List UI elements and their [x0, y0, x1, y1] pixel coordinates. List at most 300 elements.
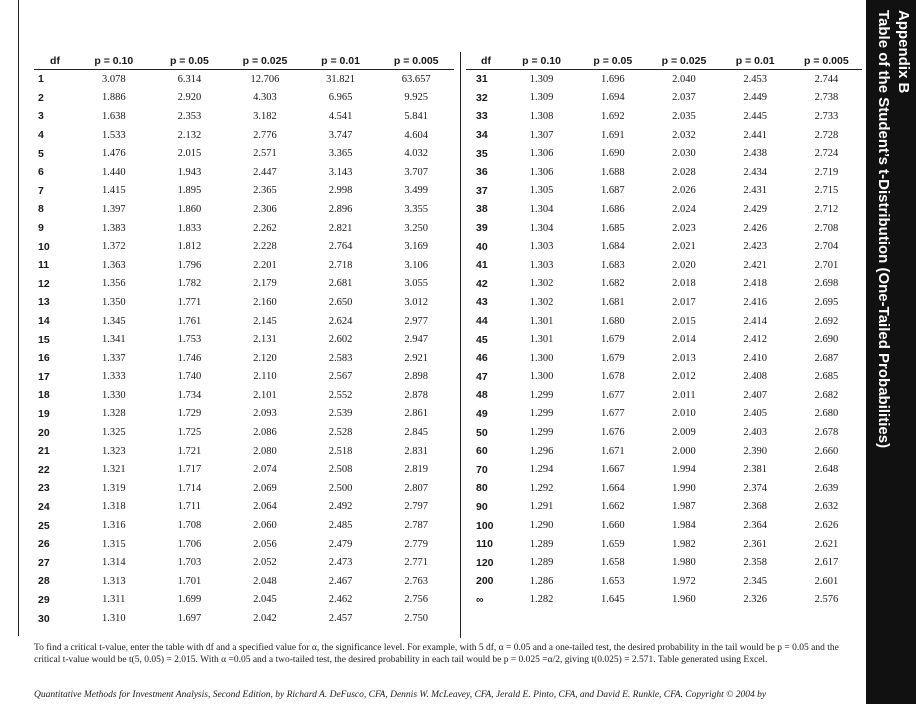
value-cell: 2.845	[404, 427, 428, 439]
value-cell: 1.699	[177, 594, 202, 606]
value-cell: 1.299	[529, 408, 554, 420]
value-cell: 1.671	[600, 445, 625, 457]
header-p-column: p = 0.05	[152, 52, 228, 70]
df-cell: 20	[38, 426, 50, 439]
table-row	[466, 219, 862, 238]
table-row	[34, 219, 454, 238]
value-cell: 1.660	[600, 520, 625, 532]
df-cell: 23	[38, 482, 50, 495]
table-row	[34, 70, 454, 89]
value-cell: 2.447	[253, 166, 277, 178]
table-row	[34, 591, 454, 610]
value-cell: 3.355	[404, 203, 428, 215]
value-cell: 6.314	[177, 73, 202, 85]
df-cell: 90	[476, 500, 488, 513]
sidebar-heading	[869, 10, 913, 448]
df-cell: 48	[476, 389, 488, 402]
value-cell: 4.032	[404, 148, 428, 160]
df-cell: 40	[476, 240, 488, 253]
value-cell: 2.467	[328, 575, 353, 587]
value-cell: 1.683	[600, 259, 625, 271]
value-cell: 3.250	[404, 222, 428, 234]
value-cell: 1.301	[529, 315, 554, 327]
value-cell: 2.132	[177, 129, 202, 141]
value-cell: 2.771	[404, 557, 428, 569]
table-row	[34, 405, 454, 424]
appendix-label: Appendix B	[895, 10, 912, 94]
page-left-rule	[18, 0, 19, 636]
value-cell: 2.685	[814, 371, 839, 383]
df-cell: 21	[38, 445, 50, 458]
table-row	[34, 163, 454, 182]
value-cell: 2.381	[743, 464, 767, 476]
df-cell: 11	[38, 259, 50, 272]
table-row	[466, 572, 862, 591]
value-cell: 5.841	[404, 110, 428, 122]
value-cell: 1.987	[672, 501, 696, 513]
value-cell: 2.403	[743, 427, 767, 439]
value-cell: 1.286	[529, 575, 554, 587]
value-cell: 2.485	[328, 520, 353, 532]
value-cell: 2.763	[404, 575, 428, 587]
value-cell: 3.055	[404, 278, 428, 290]
header-p-column: p = 0.025	[227, 52, 303, 70]
value-cell: 1.383	[101, 222, 126, 234]
header-p-column: p = 0.025	[648, 52, 719, 70]
value-cell: 1.943	[177, 166, 202, 178]
t-table-right	[466, 52, 862, 609]
value-cell: 2.626	[814, 520, 839, 532]
value-cell: 1.679	[600, 334, 625, 346]
value-cell: 1.303	[529, 259, 554, 271]
value-cell: 2.698	[814, 278, 839, 290]
value-cell: 1.753	[177, 334, 202, 346]
value-cell: 2.365	[253, 185, 277, 197]
value-cell: 2.733	[814, 110, 839, 122]
value-cell: 1.318	[101, 501, 126, 513]
value-cell: 1.330	[101, 389, 126, 401]
value-cell: 2.632	[814, 501, 839, 513]
table-row	[466, 256, 862, 275]
value-cell: 6.965	[328, 92, 353, 104]
table-row	[34, 126, 454, 145]
table-row	[466, 386, 862, 405]
value-cell: 1.761	[177, 315, 202, 327]
value-cell: 2.750	[404, 613, 428, 625]
value-cell: 1.304	[529, 222, 554, 234]
table-row	[466, 349, 862, 368]
value-cell: 2.228	[253, 241, 277, 253]
value-cell: 1.314	[101, 557, 126, 569]
value-cell: 1.638	[101, 110, 126, 122]
value-cell: 1.833	[177, 222, 202, 234]
value-cell: 2.080	[253, 445, 277, 457]
value-cell: 2.787	[404, 520, 428, 532]
value-cell: 1.397	[101, 203, 126, 215]
value-cell: 2.624	[328, 315, 353, 327]
table-row	[34, 256, 454, 275]
value-cell: 2.528	[328, 427, 353, 439]
source-credit: Quantitative Methods for Investment Analysis, Second Edition, by Richard A. DeFusco, CFA, Dennis W. McLeavey, CFA, Jerald E. Pinto, CFA, and David E. Runkle, CFA. Copyright © 2004 by	[34, 690, 767, 700]
value-cell: 2.060	[253, 520, 277, 532]
value-cell: 2.779	[404, 538, 428, 550]
value-cell: 2.508	[328, 464, 353, 476]
value-cell: 1.325	[101, 427, 126, 439]
value-cell: 2.032	[672, 129, 696, 141]
table-row	[34, 312, 454, 331]
value-cell: 1.323	[101, 445, 126, 457]
value-cell: 2.690	[814, 334, 839, 346]
table-row	[34, 423, 454, 442]
header-p-column: p = 0.005	[791, 52, 862, 70]
value-cell: 1.306	[529, 148, 554, 160]
df-cell: 70	[476, 463, 488, 476]
df-cell: 30	[38, 612, 50, 625]
value-cell: 63.657	[401, 73, 431, 85]
df-cell: 50	[476, 426, 488, 439]
value-cell: 1.708	[177, 520, 202, 532]
value-cell: 1.309	[529, 73, 554, 85]
table-row	[34, 293, 454, 312]
value-cell: 1.337	[101, 352, 126, 364]
table-row	[34, 442, 454, 461]
value-cell: 2.018	[672, 278, 696, 290]
value-cell: 2.449	[743, 92, 767, 104]
value-cell: 2.567	[328, 371, 353, 383]
value-cell: 1.703	[177, 557, 202, 569]
value-cell: 1.706	[177, 538, 202, 550]
value-cell: 2.120	[253, 352, 277, 364]
table-row	[466, 163, 862, 182]
value-cell: 1.725	[177, 427, 202, 439]
df-cell: ∞	[476, 593, 484, 606]
value-cell: 2.576	[814, 594, 839, 606]
value-cell: 2.418	[743, 278, 767, 290]
value-cell: 1.677	[600, 389, 625, 401]
table-row	[34, 516, 454, 535]
value-cell: 1.341	[101, 334, 126, 346]
table-row	[34, 479, 454, 498]
value-cell: 3.078	[101, 73, 126, 85]
df-cell: 120	[476, 556, 494, 569]
value-cell: 1.306	[529, 166, 554, 178]
value-cell: 2.345	[743, 575, 767, 587]
value-cell: 1.667	[600, 464, 625, 476]
table-row	[466, 107, 862, 126]
value-cell: 1.746	[177, 352, 202, 364]
value-cell: 1.678	[600, 371, 625, 383]
value-cell: 1.653	[600, 575, 625, 587]
value-cell: 2.457	[328, 613, 353, 625]
value-cell: 1.685	[600, 222, 625, 234]
value-cell: 3.747	[328, 129, 353, 141]
df-cell: 200	[476, 575, 494, 588]
value-cell: 1.714	[177, 482, 202, 494]
df-cell: 34	[476, 129, 488, 142]
value-cell: 2.660	[814, 445, 839, 457]
df-cell: 46	[476, 352, 488, 365]
value-cell: 2.074	[253, 464, 277, 476]
value-cell: 31.821	[326, 73, 356, 85]
df-cell: 10	[38, 240, 50, 253]
table-row	[466, 460, 862, 479]
table-footnote: To find a critical t-value, enter the table with df and a specified value for α, the significance level. For example, with 5 df, α = 0.05 and a one-tailed test, the desired probability in the tail would be p = 0.05 and the critical t-value would be t(5, 0.05) = 2.015. With α =0.05 and a two-tailed test, the desired probability in each tail would be p = 0.025 =α/2, giving t(0.025) = 2.571. Table generated using Excel.	[34, 643, 839, 665]
value-cell: 2.687	[814, 352, 839, 364]
value-cell: 2.069	[253, 482, 277, 494]
value-cell: 2.364	[743, 520, 767, 532]
value-cell: 1.687	[600, 185, 625, 197]
value-cell: 1.812	[177, 241, 202, 253]
value-cell: 1.679	[600, 352, 625, 364]
value-cell: 1.333	[101, 371, 126, 383]
df-cell: 3	[38, 110, 44, 123]
value-cell: 2.715	[814, 185, 839, 197]
df-cell: 22	[38, 463, 50, 476]
value-cell: 1.292	[529, 482, 554, 494]
df-cell: 26	[38, 538, 50, 551]
value-cell: 1.677	[600, 408, 625, 420]
table-row	[466, 126, 862, 145]
table-row	[34, 182, 454, 201]
value-cell: 2.093	[253, 408, 277, 420]
value-cell: 1.328	[101, 408, 126, 420]
value-cell: 1.960	[672, 594, 696, 606]
value-cell: 2.035	[672, 110, 696, 122]
value-cell: 1.771	[177, 296, 202, 308]
value-cell: 1.994	[672, 464, 696, 476]
value-cell: 1.664	[600, 482, 625, 494]
value-cell: 2.947	[404, 334, 428, 346]
value-cell: 2.390	[743, 445, 767, 457]
table-row	[34, 330, 454, 349]
value-cell: 1.782	[177, 278, 202, 290]
value-cell: 2.014	[672, 334, 696, 346]
value-cell: 2.921	[404, 352, 428, 364]
value-cell: 2.042	[253, 613, 277, 625]
df-cell: 5	[38, 147, 44, 160]
value-cell: 1.313	[101, 575, 126, 587]
value-cell: 2.086	[253, 427, 277, 439]
value-cell: 1.682	[600, 278, 625, 290]
df-cell: 6	[38, 166, 44, 179]
value-cell: 2.738	[814, 92, 839, 104]
value-cell: 2.056	[253, 538, 277, 550]
df-cell: 36	[476, 166, 488, 179]
table-row	[466, 405, 862, 424]
value-cell: 1.290	[529, 520, 554, 532]
value-cell: 2.678	[814, 427, 839, 439]
header-p-column: p = 0.10	[506, 52, 577, 70]
df-cell: 110	[476, 538, 493, 551]
value-cell: 2.048	[253, 575, 277, 587]
value-cell: 2.539	[328, 408, 353, 420]
value-cell: 2.680	[814, 408, 839, 420]
df-cell: 60	[476, 445, 488, 458]
value-cell: 3.012	[404, 296, 428, 308]
table-row	[34, 107, 454, 126]
value-cell: 2.681	[328, 278, 353, 290]
table-row	[466, 237, 862, 256]
header-p-column: p = 0.05	[577, 52, 648, 70]
value-cell: 2.024	[672, 203, 696, 215]
df-cell: 32	[476, 91, 488, 104]
value-cell: 2.179	[253, 278, 277, 290]
table-row	[34, 200, 454, 219]
table-row	[466, 553, 862, 572]
value-cell: 1.533	[101, 129, 126, 141]
value-cell: 2.407	[743, 389, 767, 401]
value-cell: 1.980	[672, 557, 696, 569]
value-cell: 1.315	[101, 538, 126, 550]
value-cell: 2.639	[814, 482, 839, 494]
df-cell: 1	[38, 73, 44, 86]
value-cell: 1.711	[177, 501, 202, 513]
value-cell: 2.462	[328, 594, 353, 606]
value-cell: 1.984	[672, 520, 696, 532]
value-cell: 1.982	[672, 538, 696, 550]
df-cell: 8	[38, 203, 44, 216]
value-cell: 2.453	[743, 73, 767, 85]
value-cell: 1.696	[600, 73, 625, 85]
value-cell: 1.697	[177, 613, 202, 625]
header-row	[466, 52, 862, 70]
value-cell: 2.009	[672, 427, 696, 439]
value-cell: 2.878	[404, 389, 428, 401]
value-cell: 2.361	[743, 538, 767, 550]
table-row	[34, 349, 454, 368]
value-cell: 2.831	[404, 445, 428, 457]
df-cell: 24	[38, 500, 50, 513]
df-cell: 42	[476, 277, 488, 290]
df-cell: 43	[476, 296, 488, 309]
value-cell: 1.291	[529, 501, 554, 513]
table-row	[34, 237, 454, 256]
value-cell: 1.476	[101, 148, 126, 160]
table-row	[466, 535, 862, 554]
value-cell: 2.101	[253, 389, 277, 401]
df-cell: 19	[38, 407, 50, 420]
value-cell: 1.321	[101, 464, 126, 476]
value-cell: 2.719	[814, 166, 839, 178]
value-cell: 1.300	[529, 371, 554, 383]
value-cell: 1.308	[529, 110, 554, 122]
value-cell: 1.316	[101, 520, 126, 532]
value-cell: 2.756	[404, 594, 428, 606]
value-cell: 2.306	[253, 203, 277, 215]
df-cell: 18	[38, 389, 50, 402]
value-cell: 2.262	[253, 222, 277, 234]
value-cell: 2.011	[672, 389, 696, 401]
value-cell: 2.423	[743, 241, 767, 253]
value-cell: 2.017	[672, 296, 696, 308]
value-cell: 2.429	[743, 203, 767, 215]
value-cell: 2.410	[743, 352, 767, 364]
value-cell: 1.303	[529, 241, 554, 253]
value-cell: 2.617	[814, 557, 839, 569]
df-cell: 12	[38, 277, 50, 290]
value-cell: 9.925	[404, 92, 428, 104]
table-row	[466, 89, 862, 108]
value-cell: 2.712	[814, 203, 839, 215]
value-cell: 2.920	[177, 92, 202, 104]
appendix-sidebar	[866, 0, 916, 704]
value-cell: 1.691	[600, 129, 625, 141]
value-cell: 4.303	[253, 92, 277, 104]
value-cell: 2.201	[253, 259, 277, 271]
value-cell: 1.688	[600, 166, 625, 178]
df-cell: 17	[38, 370, 50, 383]
value-cell: 2.358	[743, 557, 767, 569]
value-cell: 2.434	[743, 166, 767, 178]
table-row	[466, 275, 862, 294]
value-cell: 2.821	[328, 222, 353, 234]
value-cell: 2.414	[743, 315, 767, 327]
value-cell: 2.040	[672, 73, 696, 85]
value-cell: 2.602	[328, 334, 353, 346]
value-cell: 1.729	[177, 408, 202, 420]
value-cell: 3.365	[328, 148, 353, 160]
df-cell: 37	[476, 184, 488, 197]
value-cell: 1.310	[101, 613, 126, 625]
value-cell: 2.998	[328, 185, 353, 197]
value-cell: 1.307	[529, 129, 554, 141]
df-cell: 14	[38, 315, 50, 328]
header-p-column: p = 0.005	[378, 52, 454, 70]
column-divider	[460, 52, 461, 638]
table-row	[34, 89, 454, 108]
value-cell: 2.000	[672, 445, 696, 457]
value-cell: 2.728	[814, 129, 839, 141]
value-cell: 1.345	[101, 315, 126, 327]
value-cell: 3.143	[328, 166, 353, 178]
value-cell: 3.499	[404, 185, 428, 197]
df-cell: 15	[38, 333, 50, 346]
value-cell: 1.309	[529, 92, 554, 104]
value-cell: 1.363	[101, 259, 126, 271]
table-row	[466, 368, 862, 387]
value-cell: 2.030	[672, 148, 696, 160]
value-cell: 1.686	[600, 203, 625, 215]
value-cell: 1.300	[529, 352, 554, 364]
value-cell: 2.438	[743, 148, 767, 160]
value-cell: 2.744	[814, 73, 839, 85]
df-cell: 49	[476, 407, 488, 420]
df-cell: 80	[476, 482, 488, 495]
value-cell: 2.479	[328, 538, 353, 550]
value-cell: 2.010	[672, 408, 696, 420]
df-cell: 28	[38, 575, 50, 588]
value-cell: 2.701	[814, 259, 839, 271]
value-cell: 2.408	[743, 371, 767, 383]
value-cell: 2.692	[814, 315, 839, 327]
value-cell: 2.045	[253, 594, 277, 606]
value-cell: 1.319	[101, 482, 126, 494]
value-cell: 2.500	[328, 482, 353, 494]
value-cell: 2.013	[672, 352, 696, 364]
value-cell: 1.296	[529, 445, 554, 457]
value-cell: 1.701	[177, 575, 202, 587]
value-cell: 2.052	[253, 557, 277, 569]
value-cell: 2.708	[814, 222, 839, 234]
value-cell: 1.294	[529, 464, 554, 476]
value-cell: 2.896	[328, 203, 353, 215]
value-cell: 1.680	[600, 315, 625, 327]
table-row	[466, 479, 862, 498]
value-cell: 1.350	[101, 296, 126, 308]
value-cell: 1.972	[672, 575, 696, 587]
value-cell: 2.648	[814, 464, 839, 476]
value-cell: 1.895	[177, 185, 202, 197]
